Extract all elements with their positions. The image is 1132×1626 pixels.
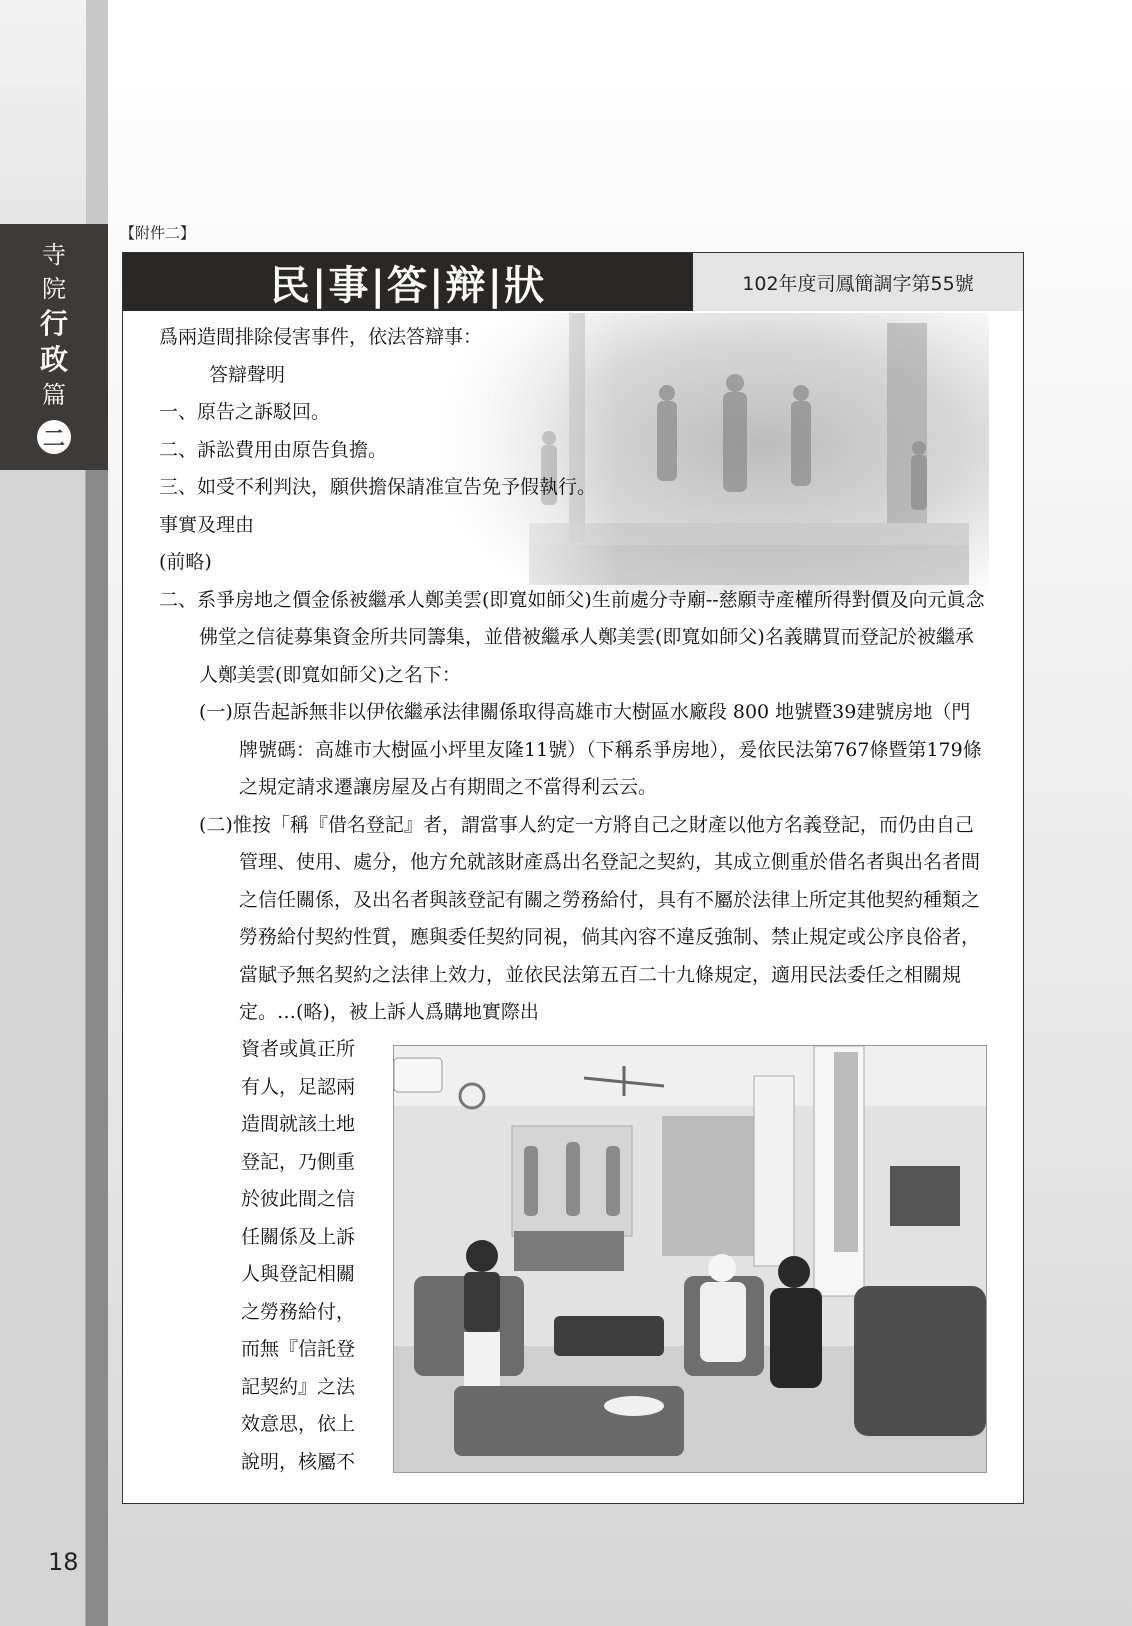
- body-text: [159, 319, 989, 1032]
- claim-item: 一、原告之訴駁回。: [159, 401, 331, 423]
- temple-interior-photo: [393, 1045, 987, 1473]
- claims-heading: 答辯聲明: [209, 363, 286, 386]
- chapter-char: 行: [39, 307, 68, 340]
- narrow-text-column: [241, 1031, 371, 1481]
- case-number: 102年度司鳳簡調字第55號: [693, 253, 1023, 311]
- narrow-line: 登記，乃側重: [241, 1150, 356, 1173]
- facts-heading: 事實及理由: [159, 513, 255, 536]
- narrow-line: 之勞務給付，: [241, 1300, 356, 1323]
- chapter-char: 院: [42, 275, 66, 303]
- omitted-note: (前略): [159, 551, 212, 573]
- narrow-line: 有人，足認兩: [241, 1075, 356, 1098]
- chapter-char: 篇: [42, 381, 66, 409]
- narrow-line: 造間就該土地: [241, 1113, 356, 1135]
- intro-paragraph: 爲兩造間排除侵害事件，依法答辯事：: [159, 326, 483, 348]
- sub-point-two: (二)惟按「稱『借名登記』者，謂當事人約定一方將自己之財產以他方名義登記，而仍由自己管理、使用、處分，他方允就該財產爲出名登記之契約，其成立側重於借名者與出名者間之信任關係，及出名者與該登記有關之勞務給付，具有不屬於法律上所定其他契約種類之勞務給付契約性質，應與委任契約同視，倘其內容不違反強制、禁止規定或公序良俗者，當賦予無名契約之法律上效力，並依民法第五百二十九條規定，適用民法委任之相關規定。…(略)，被上訴人爲購地實際出: [199, 813, 981, 1023]
- narrow-line: 效意思，依上: [241, 1413, 356, 1435]
- chapter-number-badge: 二: [37, 420, 71, 454]
- narrow-line: 說明，核屬不: [241, 1450, 356, 1473]
- page-number: 18: [48, 1548, 79, 1576]
- document-title: 民|事|答|辩|狀: [269, 261, 547, 309]
- narrow-line: 任關係及上訴: [241, 1225, 356, 1248]
- claim-item: 三、如受不利判決，願供擔保請准宣告免予假執行。: [159, 476, 597, 498]
- sub-point-one: (一)原告起訴無非以伊依繼承法律關係取得高雄市大樹區水廠段 800 地號暨39建號房地（門牌號碼：高雄市大樹區小坪里友隆11號）（下稱系爭房地），爰依民法第767條暨第179條之規定請求遷讓房屋及占有期間之不當得利云云。: [199, 701, 982, 798]
- narrow-line: 而無『信託登: [241, 1338, 356, 1360]
- claim-item: 二、訴訟費用由原告負擔。: [159, 438, 388, 461]
- chapter-char: 政: [39, 343, 68, 376]
- point-two: 二、系爭房地之價金係被繼承人鄭美雲(即寬如師父)生前處分寺廟--慈願寺產權所得對價及向元眞念佛堂之信徒募集資金所共同籌集，並借被繼承人鄭美雲(即寬如師父)名義購買而登記於被繼承人鄭美雲(即寬如師父)之名下：: [159, 588, 985, 686]
- attachment-label: 【附件二】: [120, 224, 196, 242]
- narrow-line: 於彼此間之信: [241, 1188, 356, 1210]
- chapter-char: 寺: [42, 241, 66, 269]
- narrow-line: 人與登記相關: [241, 1263, 356, 1285]
- narrow-line: 記契約』之法: [241, 1375, 356, 1398]
- chapter-tab: [0, 224, 108, 470]
- document-frame: [122, 252, 1024, 1504]
- title-bar: [123, 253, 693, 311]
- narrow-line: 資者或眞正所: [241, 1038, 356, 1060]
- side-strip-top: [0, 0, 108, 224]
